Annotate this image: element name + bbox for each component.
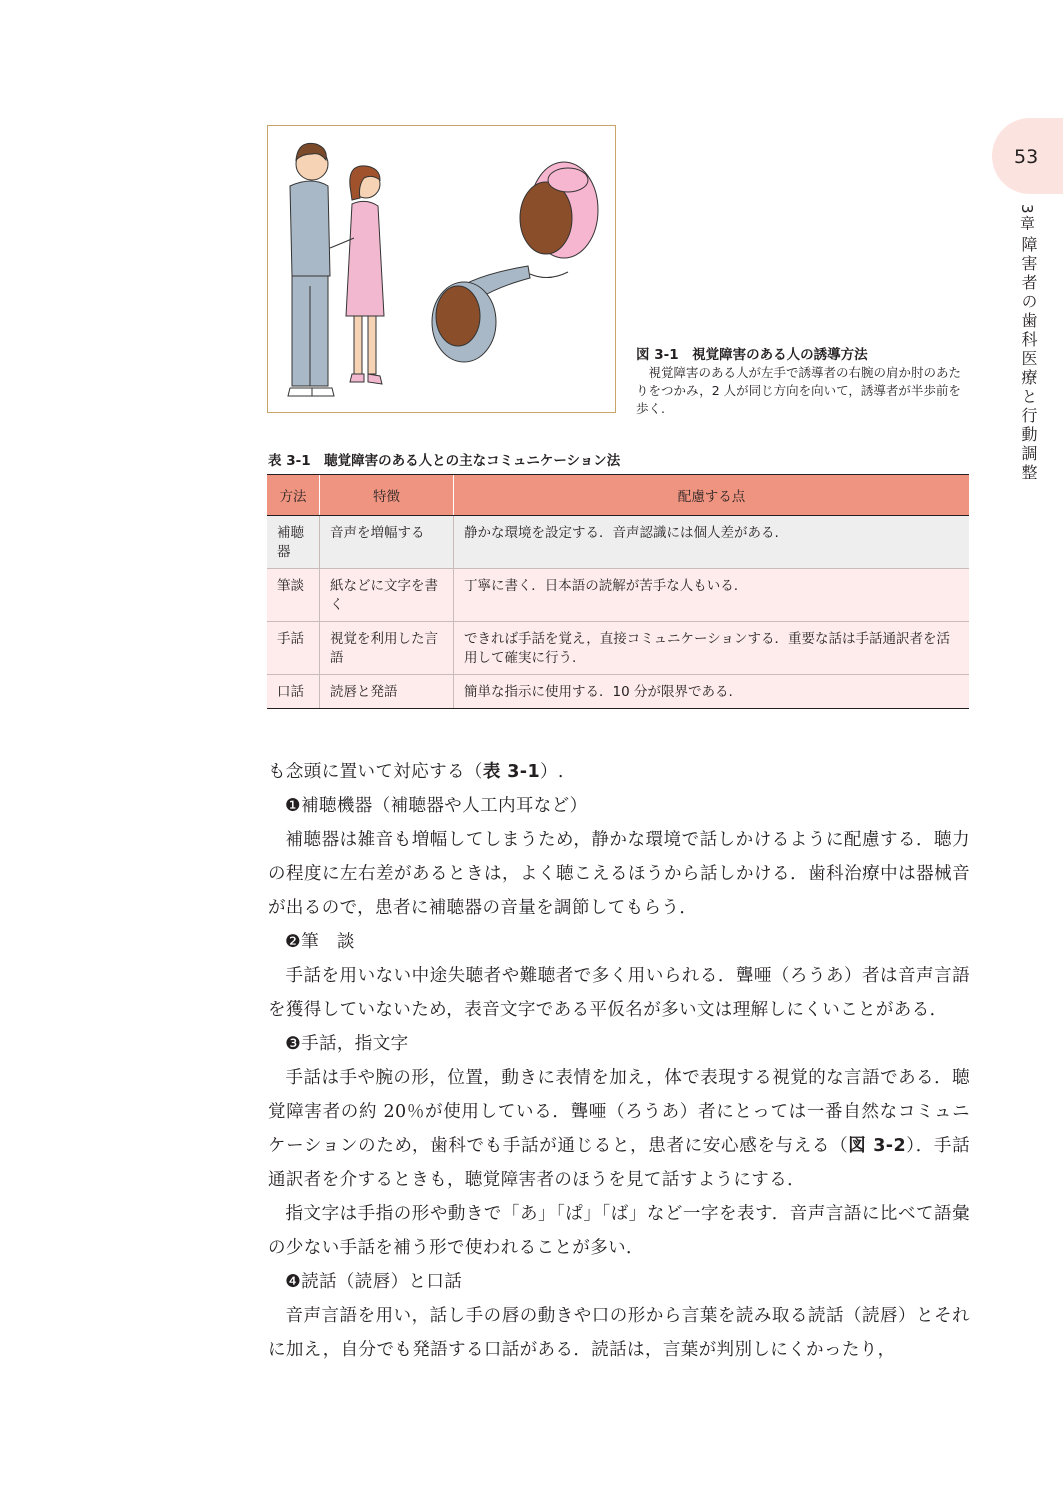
table-row: [267, 569, 969, 622]
figure-3-1-illustration: [267, 125, 616, 413]
paragraph-intro: [268, 755, 970, 789]
header-method: 方法: [267, 475, 320, 516]
cell-method: 口話: [267, 675, 320, 709]
sign-language-end: ）．手話通訳者を介するときも，聴覚障害者のほうを見て話すようにする．: [268, 1136, 970, 1190]
header-note: 配慮する点: [454, 475, 970, 516]
intro-end: ）.: [540, 762, 564, 782]
cell-note: できれば手話を覚え，直接コミュニケーションする．重要な話は手話通訳者を活用して確実に行う.: [454, 622, 970, 675]
figure-caption-text: 視覚障害のある人が左手で誘導者の右腕の肩か肘のあたりをつかみ，2 人が同じ方向を向いて，誘導者が半歩前を歩く.: [636, 365, 962, 416]
cell-feature: 音声を増幅する: [320, 516, 454, 569]
heading-writing: ❷筆 談: [285, 932, 355, 952]
guiding-illustration: [268, 126, 617, 414]
figure-title: 図 3-1 視覚障害のある人の誘導方法: [636, 347, 868, 363]
cell-feature: 視覚を利用した言語: [320, 622, 454, 675]
table-row: [267, 622, 969, 675]
cell-feature: 読唇と発語: [320, 675, 454, 709]
paragraph-fingerspelling: 指文字は手指の形や動きで「あ」「ぱ」「ば」など一字を表す．音声言語に比べて語彙の少ない手話を補う形で使われることが多い．: [268, 1204, 970, 1258]
cell-note: 丁寧に書く．日本語の読解が苦手な人もいる.: [454, 569, 970, 622]
heading-sign-language: ❸手話，指文字: [285, 1034, 409, 1054]
cell-method: 補聴器: [267, 516, 320, 569]
table-reference: 表 3-1: [482, 762, 541, 782]
communication-methods-table: [267, 474, 969, 709]
table-row: [267, 675, 969, 709]
pair-top-view: [432, 162, 598, 362]
guide-man-side: [288, 143, 334, 396]
table-title: 表 3-1 聴覚障害のある人との主なコミュニケーション法: [268, 453, 621, 469]
chapter-label: 3章: [1018, 204, 1036, 233]
paragraph-lipreading: 音声言語を用い，話し手の唇の動きや口の形から言葉を読み取る読話（読唇）とそれに加え，自分でも発語する口話がある．読話は，言葉が判別しにくかったり，: [268, 1306, 970, 1360]
cell-feature: 紙などに文字を書く: [320, 569, 454, 622]
page-number: 53: [1014, 146, 1039, 168]
intro-text: も念頭に置いて対応する（: [268, 762, 483, 782]
paragraph-writing: 手話を用いない中途失聴者や難聴者で多く用いられる．聾唖（ろうあ）者は音声言語を獲得していないため，表音文字である平仮名が多い文は理解しにくいことがある．: [268, 966, 970, 1020]
heading-lipreading: ❹読話（読唇）と口話: [285, 1272, 463, 1292]
table-header-row: [267, 475, 969, 516]
chapter-title: 障害者の歯科医療と行動調整: [1019, 236, 1038, 483]
paragraph-hearing-aids: 補聴器は雑音も増幅してしまうため，静かな環境で話しかけるように配慮する．聴力の程度に左右差があるときは，よく聴こえるほうから話しかける．歯科治療中は器械音が出るので，患者に補聴器の音量を調節してもらう．: [268, 830, 970, 918]
table-row: [267, 516, 969, 569]
paragraph-sign-language: [268, 1061, 970, 1197]
figure-reference: 図 3-2: [848, 1136, 907, 1156]
heading-hearing-aids: ❶補聴機器（補聴器や人工内耳など）: [285, 796, 588, 816]
sign-language-text: 手話は手や腕の形，位置，動きに表情を加え，体で表現する視覚的な言語である．聴覚障害者の約 20％が使用している．聾唖（ろうあ）者にとっては一番自然なコミュニケーションのため，歯科でも手話が通じると，患者に安心感を与える（: [268, 1068, 970, 1156]
cell-note: 静かな環境を設定する．音声認識には個人差がある.: [454, 516, 970, 569]
cell-note: 簡単な指示に使用する．10 分が限界である.: [454, 675, 970, 709]
cell-method: 手話: [267, 622, 320, 675]
cell-method: 筆談: [267, 569, 320, 622]
header-feature: 特徴: [320, 475, 454, 516]
body-text: [268, 755, 970, 1367]
impaired-woman-side: [330, 166, 384, 384]
figure-caption: [636, 343, 972, 418]
